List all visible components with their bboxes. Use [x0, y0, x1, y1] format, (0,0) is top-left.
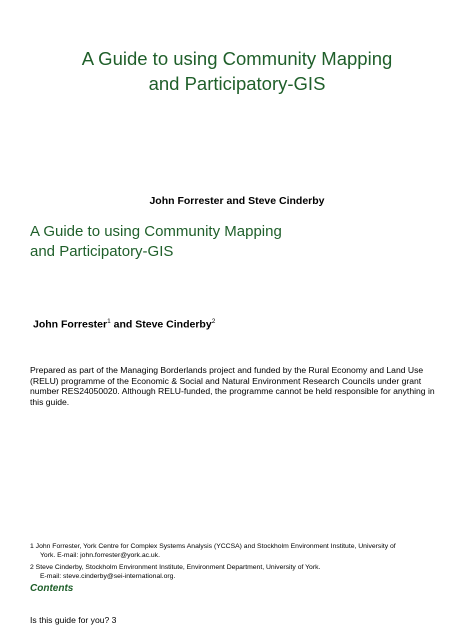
author-2-name: and Steve Cinderby [110, 318, 212, 331]
footnote-2-line-2: E-mail: steve.cinderby@sei-international.org. [40, 572, 176, 580]
footnote-2 [30, 564, 440, 581]
cover-title [0, 46, 474, 96]
inner-title-line-1: A Guide to using Community Mapping [30, 223, 282, 240]
funding-statement: Prepared as part of the Managing Borderlands project and funded by the Rural Economy and Land Use (RELU) programme of the Economic & Social and Natural Environment Research Councils under grant number RES24050020. Although RELU-funded, the programme cannot be held responsible for anything in this guide. [30, 365, 435, 407]
toc-item[interactable]: Is this guide for you? 3 [30, 615, 117, 625]
contents-heading: Contents [30, 583, 74, 594]
cover-authors: John Forrester and Steve Cinderby [149, 195, 325, 207]
footnote-1 [30, 543, 440, 560]
inner-title [30, 222, 450, 262]
inner-authors [33, 318, 215, 331]
author-1-footnote-marker[interactable]: 1 [107, 318, 111, 325]
author-2-footnote-marker[interactable]: 2 [211, 318, 216, 325]
cover-title-line-2: and Participatory-GIS [148, 73, 326, 94]
inner-title-line-2: and Participatory-GIS [30, 243, 174, 260]
cover-title-line-1: A Guide to using Community Mapping [81, 48, 393, 69]
footnote-1-line-2: York. E-mail: john.forrester@york.ac.uk. [40, 551, 160, 559]
author-1-name: John Forrester [33, 318, 108, 331]
footnote-2-line-1: 2 Steve Cinderby, Stockholm Environment Institute, Environment Department, University of York. [30, 564, 321, 571]
footnote-1-line-1: 1 John Forrester, York Centre for Complex Systems Analysis (YCCSA) and Stockholm Environment Institute, University of [30, 543, 396, 550]
